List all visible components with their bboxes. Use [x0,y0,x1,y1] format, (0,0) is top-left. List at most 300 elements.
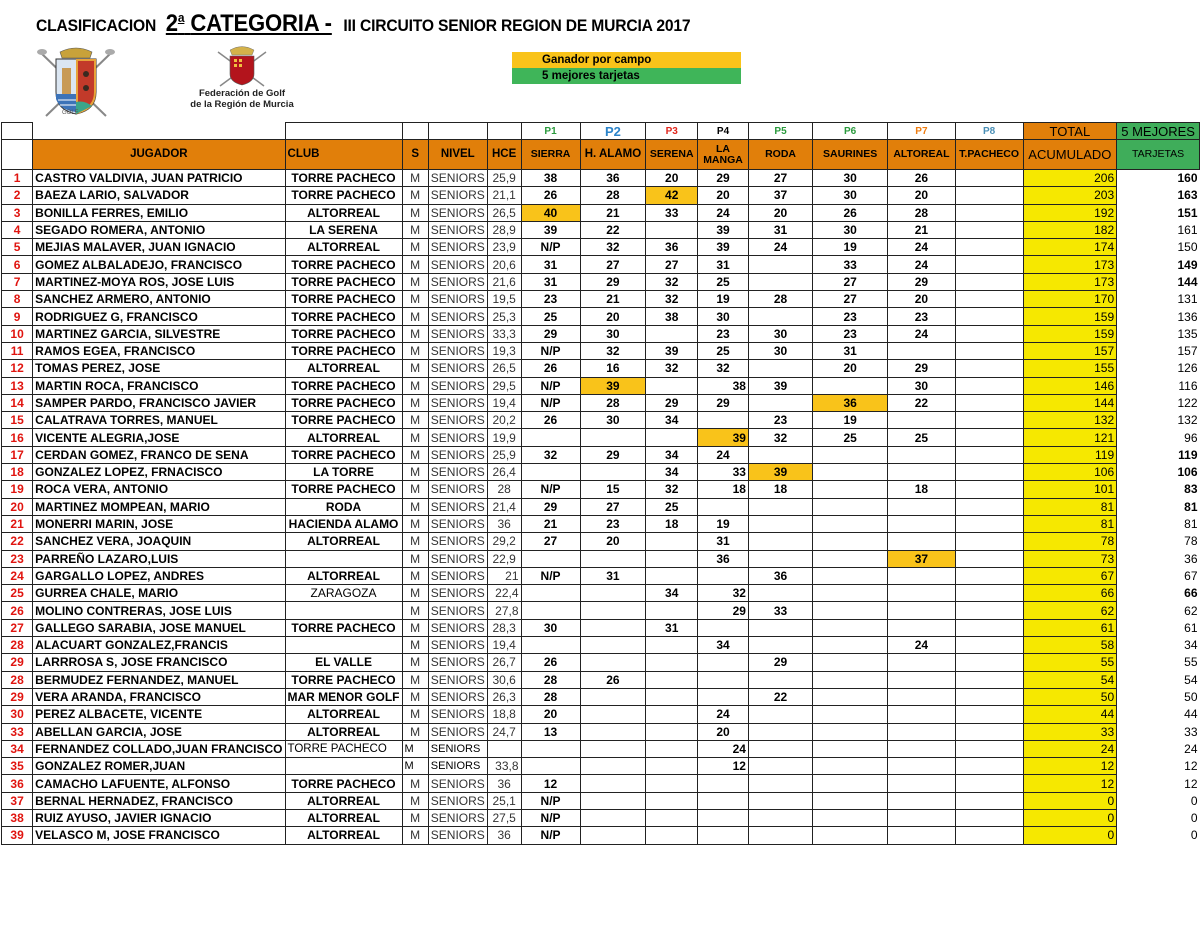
score-cell-p4 [698,619,749,636]
header-course-p6: SAURINES [813,140,888,170]
sex-cell: M [402,706,428,723]
table-row [2,187,1200,204]
score-cell-p6 [813,758,888,775]
score-cell-p8 [955,688,1023,705]
table-row [2,792,1200,809]
score-cell-p4: 39 [698,429,749,446]
score-cell-p1: 28 [521,671,580,688]
score-cell-p4: 19 [698,291,749,308]
score-cell-p5: 30 [748,325,812,342]
score-cell-p2: 20 [580,533,646,550]
score-cell-p6 [813,809,888,826]
level-cell: SENIORS [428,533,487,550]
score-cell-p8 [955,706,1023,723]
player-name-cell: GURREA CHALE, MARIO [33,585,285,602]
sex-cell: M [402,792,428,809]
table-row [2,740,1200,757]
score-cell-p6 [813,533,888,550]
handicap-cell: 22,9 [487,550,521,567]
score-cell-p3 [646,723,698,740]
score-cell-p1: N/P [521,377,580,394]
best5-cell: 12 [1184,776,1198,791]
level-cell: SENIORS [428,446,487,463]
blank-cell [428,123,487,140]
score-cell-p4: 31 [698,533,749,550]
score-cell-p4: 32 [698,360,749,377]
level-cell: SENIORS [428,239,487,256]
score-cell-p8 [955,464,1023,481]
best5-cell: 78 [1184,534,1198,549]
handicap-cell: 27,5 [487,809,521,826]
club-cell: TORRE PACHECO [285,671,402,688]
score-cell-p3 [646,377,698,394]
player-name-cell: MARTINEZ MOMPEAN, MARIO [33,498,285,515]
score-cell-p7 [888,585,956,602]
handicap-cell: 36 [487,775,521,792]
score-cell-p7: 18 [888,481,956,498]
handicap-cell: 20,2 [487,412,521,429]
score-cell-p7 [888,827,956,844]
score-cell-p1: 29 [521,325,580,342]
score-cell-p1: N/P [521,394,580,411]
score-cell-p3: 32 [646,481,698,498]
player-name-cell: SAMPER PARDO, FRANCISCO JAVIER [33,394,285,411]
score-cell-p4: 29 [698,170,749,187]
score-cell-p4 [698,412,749,429]
score-cell-p7 [888,654,956,671]
table-row [2,446,1200,463]
level-cell: SENIORS [428,360,487,377]
score-cell-p7: 24 [888,325,956,342]
score-cell-p8 [955,498,1023,515]
handicap-cell: 21,4 [487,498,521,515]
level-cell: SENIORS [428,758,487,775]
best5-cell: 36 [1184,551,1198,566]
score-cell-p6: 19 [813,239,888,256]
position-cell: 23 [2,550,33,567]
handicap-cell: 33,3 [487,325,521,342]
score-cell-p3 [646,688,698,705]
best5-cell: 96 [1184,430,1198,445]
position-cell: 24 [2,567,33,584]
level-cell: SENIORS [428,706,487,723]
best5-cell: 149 [1177,257,1198,272]
total-cell: 44 [1023,706,1117,723]
club-cell: LA SERENA [285,221,402,238]
table-row [2,585,1200,602]
player-name-cell: RAMOS EGEA, FRANCISCO [33,342,285,359]
score-cell-p5 [748,273,812,290]
score-cell-p2 [580,723,646,740]
table-row [2,758,1200,775]
score-cell-p2 [580,809,646,826]
score-cell-p1 [521,758,580,775]
score-cell-p6 [813,464,888,481]
header-row [2,140,1200,170]
handicap-cell: 23,9 [487,239,521,256]
total-cell: 0 [1023,792,1117,809]
score-cell-p4: 34 [698,637,749,654]
total-cell: 54 [1023,671,1117,688]
club-cell: ALTORREAL [285,706,402,723]
best5-cell: 135 [1177,326,1198,341]
best5-cell: 132 [1177,413,1198,428]
round-code-p4: P4 [698,123,749,140]
position-cell: 11 [2,342,33,359]
score-cell-p5: 24 [748,239,812,256]
score-cell-p8 [955,602,1023,619]
table-row [2,775,1200,792]
position-cell: 6 [2,256,33,273]
level-cell: SENIORS [428,204,487,221]
score-cell-p3 [646,775,698,792]
score-cell-p4: 18 [698,481,749,498]
level-cell: SENIORS [428,654,487,671]
score-cell-p1 [521,602,580,619]
legend-winner: Ganador por campo [512,52,741,68]
sex-cell: M [402,204,428,221]
position-cell: 33 [2,723,33,740]
score-cell-p4 [698,688,749,705]
score-cell-p7 [888,602,956,619]
score-cell-p1: 12 [521,775,580,792]
club-cell: TORRE PACHECO [285,273,402,290]
sex-cell: M [402,342,428,359]
best5-cell: 12 [1184,759,1198,774]
score-cell-p5 [748,637,812,654]
score-cell-p7: 24 [888,239,956,256]
score-cell-p8 [955,775,1023,792]
score-cell-p6 [813,481,888,498]
table-row [2,429,1200,446]
score-cell-p2 [580,602,646,619]
position-cell: 8 [2,291,33,308]
score-cell-p7: 22 [888,394,956,411]
table-row [2,342,1200,359]
score-cell-p6 [813,550,888,567]
total-cell: 81 [1023,515,1117,532]
score-cell-p5 [748,809,812,826]
table-row [2,688,1200,705]
score-cell-p4: 39 [698,221,749,238]
player-name-cell: FERNANDEZ COLLADO,JUAN FRANCISCO [33,740,285,757]
score-cell-p5: 37 [748,187,812,204]
handicap-cell: 21,6 [487,273,521,290]
score-cell-p2 [580,429,646,446]
handicap-cell: 25,3 [487,308,521,325]
total-cell: 182 [1023,221,1117,238]
score-cell-p1: N/P [521,567,580,584]
score-cell-p8 [955,360,1023,377]
score-cell-p4: 24 [698,446,749,463]
sex-cell: M [402,775,428,792]
score-cell-p6 [813,515,888,532]
score-cell-p8 [955,308,1023,325]
sex-cell: M [402,429,428,446]
handicap-cell: 27,8 [487,602,521,619]
score-cell-p7 [888,619,956,636]
score-cell-p4 [698,809,749,826]
score-cell-p2 [580,758,646,775]
sex-cell: M [402,360,428,377]
score-cell-p3 [646,654,698,671]
score-cell-p2: 29 [580,273,646,290]
club-cell: ALTORREAL [285,792,402,809]
score-cell-p2: 28 [580,394,646,411]
best5-cell: 160 [1177,171,1198,186]
best5-cell: 106 [1177,465,1198,480]
handicap-cell: 24,7 [487,723,521,740]
score-cell-p2: 27 [580,256,646,273]
score-cell-p2: 23 [580,515,646,532]
position-cell: 13 [2,377,33,394]
position-cell: 25 [2,585,33,602]
best5-cell: 81 [1184,517,1198,532]
player-name-cell: GONZALEZ ROMER,JUAN [33,758,285,775]
table-row [2,671,1200,688]
score-cell-p6 [813,446,888,463]
sex-cell: M [402,688,428,705]
total-cell: 132 [1023,412,1117,429]
sex-cell: M [402,187,428,204]
score-cell-p1 [521,429,580,446]
score-cell-p4 [698,827,749,844]
header-best5-top: 5 MEJORES [1117,123,1200,140]
total-cell: 81 [1023,498,1117,515]
header-course-p1: SIERRA [521,140,580,170]
score-cell-p7 [888,567,956,584]
score-cell-p5: 20 [748,204,812,221]
sex-cell: M [402,758,428,775]
club-cell: ALTORREAL [285,360,402,377]
level-cell: SENIORS [428,187,487,204]
sex-cell: M [402,170,428,187]
score-cell-p2: 32 [580,342,646,359]
level-cell: SENIORS [428,308,487,325]
total-cell: 33 [1023,723,1117,740]
score-cell-p8 [955,342,1023,359]
score-cell-p2: 31 [580,567,646,584]
club-cell: TORRE PACHECO [285,481,402,498]
club-cell: TORRE PACHECO [285,291,402,308]
table-row [2,291,1200,308]
score-cell-p6 [813,775,888,792]
score-cell-p1: 20 [521,706,580,723]
club-cell: TORRE PACHECO [285,412,402,429]
handicap-cell: 26,7 [487,654,521,671]
score-cell-p6: 23 [813,325,888,342]
handicap-cell: 28,3 [487,619,521,636]
handicap-cell: 36 [487,515,521,532]
score-cell-p8 [955,567,1023,584]
level-cell: SENIORS [428,515,487,532]
position-cell: 35 [2,758,33,775]
total-cell: 203 [1023,187,1117,204]
federation-name [172,88,312,110]
score-cell-p4 [698,792,749,809]
player-name-cell: RODRIGUEZ G, FRANCISCO [33,308,285,325]
level-cell: SENIORS [428,170,487,187]
score-cell-p6: 23 [813,308,888,325]
score-cell-p6: 27 [813,291,888,308]
round-code-p2: P2 [580,123,646,140]
score-cell-p1: 21 [521,515,580,532]
table-row [2,325,1200,342]
score-cell-p4: 24 [698,204,749,221]
handicap-cell: 33,8 [487,758,521,775]
score-cell-p7 [888,688,956,705]
score-cell-p7 [888,533,956,550]
best5-cell: 131 [1177,292,1198,307]
score-cell-p6 [813,377,888,394]
handicap-cell: 18,8 [487,706,521,723]
score-cell-p7 [888,515,956,532]
score-cell-p5: 28 [748,291,812,308]
score-cell-p7 [888,412,956,429]
round-code-p7: P7 [888,123,956,140]
club-cell: ALTORREAL [285,723,402,740]
score-cell-p4 [698,775,749,792]
club-crest-icon [36,44,116,120]
sex-cell: M [402,809,428,826]
best5-cell: 119 [1178,447,1198,462]
player-name-cell: PARREÑO LAZARO,LUIS [33,550,285,567]
score-cell-p6: 20 [813,360,888,377]
sex-cell: M [402,827,428,844]
score-cell-p7: 23 [888,308,956,325]
score-cell-p6: 36 [813,394,888,411]
total-cell: 159 [1023,325,1117,342]
score-cell-p7 [888,758,956,775]
handicap-cell: 29,5 [487,377,521,394]
club-cell: ALTORREAL [285,204,402,221]
handicap-cell: 25,1 [487,792,521,809]
player-name-cell: MARTINEZ GARCIA, SILVESTRE [33,325,285,342]
total-cell: 159 [1023,308,1117,325]
score-cell-p2: 28 [580,187,646,204]
score-cell-p4: 24 [698,740,749,757]
table-row [2,377,1200,394]
score-cell-p4: 36 [698,550,749,567]
score-cell-p2 [580,792,646,809]
sex-cell: M [402,515,428,532]
score-cell-p8 [955,792,1023,809]
handicap-cell: 19,4 [487,637,521,654]
score-cell-p5 [748,256,812,273]
best5-cell: 54 [1184,672,1198,687]
score-cell-p6: 30 [813,187,888,204]
score-cell-p4: 19 [698,515,749,532]
score-cell-p7 [888,792,956,809]
sex-cell: M [402,412,428,429]
total-cell: 144 [1023,394,1117,411]
sex-cell: M [402,498,428,515]
table-row [2,515,1200,532]
level-cell: SENIORS [428,429,487,446]
score-cell-p7 [888,775,956,792]
score-cell-p1: 26 [521,412,580,429]
score-cell-p3 [646,637,698,654]
score-cell-p2: 39 [580,377,646,394]
level-cell: SENIORS [428,377,487,394]
score-cell-p3: 32 [646,291,698,308]
total-cell: 12 [1023,758,1117,775]
best5-cell: 62 [1184,603,1198,618]
table-row [2,412,1200,429]
score-cell-p3 [646,671,698,688]
score-cell-p6: 31 [813,342,888,359]
handicap-cell: 26,5 [487,360,521,377]
sex-cell: M [402,585,428,602]
score-cell-p2: 20 [580,308,646,325]
club-cell: TORRE PACHECO [285,394,402,411]
header-course-p7: ALTOREAL [888,140,956,170]
total-cell: 174 [1023,239,1117,256]
handicap-cell: 30,6 [487,671,521,688]
category-superscript: a [177,10,185,25]
player-name-cell: TOMAS PEREZ, JOSE [33,360,285,377]
score-cell-p7: 20 [888,291,956,308]
handicap-cell: 19,3 [487,342,521,359]
category-text: CATEGORIA - [190,10,332,37]
classification-table [1,122,1200,845]
handicap-cell: 36 [487,827,521,844]
sex-cell: M [402,602,428,619]
score-cell-p7: 26 [888,170,956,187]
total-cell: 50 [1023,688,1117,705]
total-cell: 192 [1023,204,1117,221]
score-cell-p1: 28 [521,688,580,705]
player-name-cell: VERA ARANDA, FRANCISCO [33,688,285,705]
total-cell: 55 [1023,654,1117,671]
round-code-row [2,123,1200,140]
best5-cell: 150 [1177,240,1198,255]
handicap-cell: 28 [487,481,521,498]
sex-cell: M [402,273,428,290]
level-cell: SENIORS [428,809,487,826]
score-cell-p1: N/P [521,239,580,256]
score-cell-p8 [955,671,1023,688]
total-cell: 67 [1023,567,1117,584]
handicap-cell: 26,3 [487,688,521,705]
score-cell-p6 [813,619,888,636]
blank-cell [2,140,33,170]
round-code-p1: P1 [521,123,580,140]
table-row [2,170,1200,187]
score-cell-p1: N/P [521,809,580,826]
score-cell-p1: 23 [521,291,580,308]
sex-cell: M [402,325,428,342]
sex-cell: M [402,239,428,256]
score-cell-p5: 39 [748,377,812,394]
total-cell: 58 [1023,637,1117,654]
score-cell-p4: 32 [698,585,749,602]
level-cell: SENIORS [428,342,487,359]
player-name-cell: ROCA VERA, ANTONIO [33,481,285,498]
position-cell: 7 [2,273,33,290]
club-cell: TORRE PACHECO [285,325,402,342]
score-cell-p3: 25 [646,498,698,515]
score-cell-p2: 15 [580,481,646,498]
player-name-cell: RUIZ AYUSO, JAVIER IGNACIO [33,809,285,826]
score-cell-p1 [521,585,580,602]
handicap-cell [487,740,521,757]
score-cell-p5 [748,619,812,636]
score-cell-p5 [748,446,812,463]
total-cell: 66 [1023,585,1117,602]
total-cell: 0 [1023,809,1117,826]
position-cell: 14 [2,394,33,411]
